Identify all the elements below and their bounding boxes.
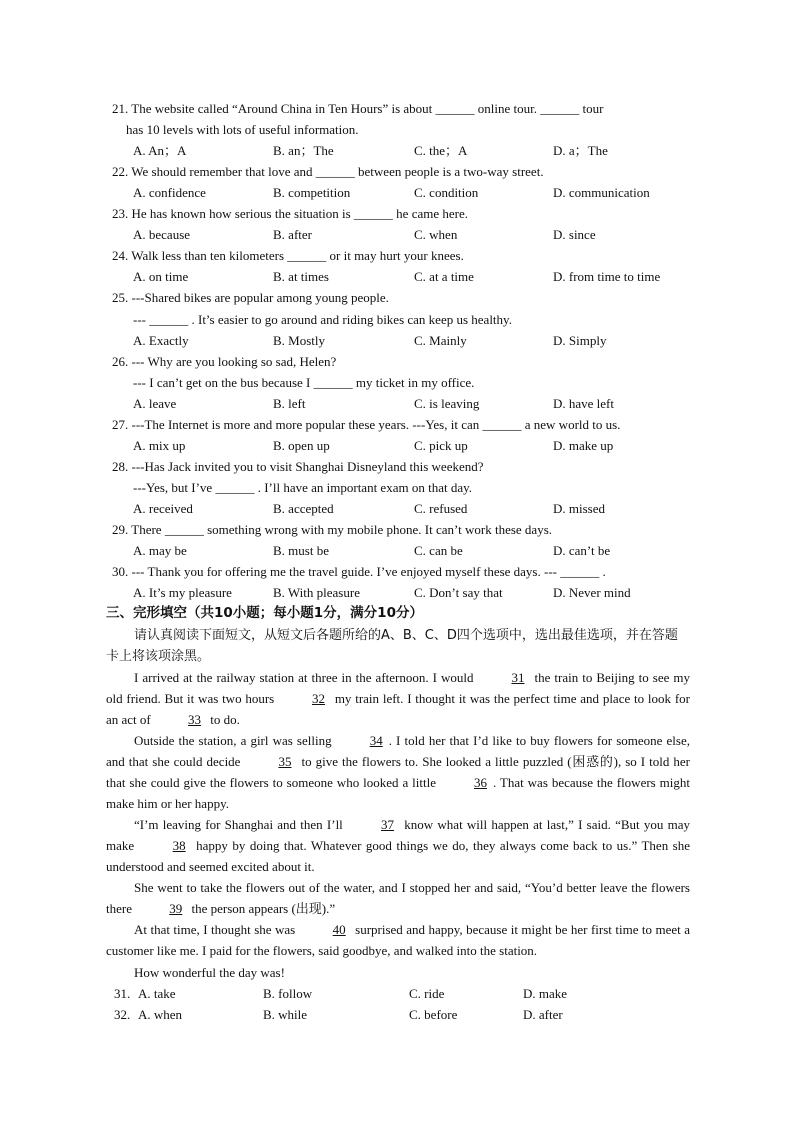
question-text: ---Shared bikes are popular among young people. [131, 290, 389, 305]
question-text: --- Why are you looking so sad, Helen? [131, 354, 337, 369]
question-text: We should remember that love and ______ between people is a two-way street. [131, 164, 544, 179]
blank-33: 33 [188, 712, 202, 727]
option-d: D. have left [553, 396, 615, 411]
question-text: He has known how serious the situation is ______ he came here. [131, 206, 468, 221]
question-text: ---Has Jack invited you to visit Shanghai Disneyland this weekend? [131, 459, 484, 474]
option-d: D. communication [553, 185, 650, 200]
blank-39: 39 [169, 901, 183, 916]
answer-31-options [114, 983, 594, 1004]
question-30-options [133, 582, 693, 603]
question-30 [112, 561, 690, 582]
question-number: 30. [112, 564, 129, 579]
blank-37: 37 [381, 817, 395, 832]
question-26-continuation: --- I can’t get on the bus because I ______ my ticket in my office. [133, 375, 475, 390]
option-a: A. An；A [133, 143, 187, 158]
option-c: C. Don’t say that [414, 585, 503, 600]
option-c: C. pick up [414, 438, 468, 453]
option-c: C. at a time [414, 269, 474, 284]
option-d: D. from time to time [553, 269, 661, 284]
question-29-options [133, 540, 693, 561]
option-d: D. Never mind [553, 585, 631, 600]
option-c: C. Mainly [414, 333, 467, 348]
answer-32-options [114, 1004, 594, 1025]
question-text: --- Thank you for offering me the travel guide. I’ve enjoyed myself these days. --- ______ . [131, 564, 606, 579]
question-27-options [133, 435, 693, 456]
section-title: 三、完形填空（共10小题；每小题1分，满分10分） [106, 605, 423, 621]
question-number: 25. [112, 290, 129, 305]
option-b: B. at times [273, 269, 329, 284]
option-b: B. follow [263, 986, 313, 1001]
question-text: ---The Internet is more and more popular these years. ---Yes, it can ______ a new world to us. [131, 417, 621, 432]
question-number: 31. [114, 986, 131, 1001]
blank-32: 32 [312, 691, 326, 706]
option-c: C. when [414, 227, 458, 242]
option-c: C. refused [414, 501, 468, 516]
option-d: D. make [523, 986, 568, 1001]
question-25 [112, 287, 690, 308]
question-number: 22. [112, 164, 129, 179]
option-b: B. Mostly [273, 333, 326, 348]
question-number: 27. [112, 417, 129, 432]
question-21-options [133, 140, 693, 161]
option-a: A. mix up [133, 438, 186, 453]
blank-38: 38 [172, 838, 186, 853]
option-b: B. must be [273, 543, 329, 558]
question-26-options [133, 393, 693, 414]
passage-paragraph-5: At that time, I thought she was 40 surprised and happy, because it might be her first time to meet a customer like me. I paid for the flowers, said goodbye, and walked into the station. [106, 919, 690, 961]
option-a: A. received [133, 501, 193, 516]
question-number: 23. [112, 206, 129, 221]
question-28-continuation: ---Yes, but I’ve ______ . I’ll have an important exam on that day. [133, 480, 473, 495]
option-b: B. while [263, 1007, 308, 1022]
passage-paragraph-3: “I’m leaving for Shanghai and then I’ll 37 know what will happen at last,” I said. “But you may make 38 happy by doing that. Whatever good things we do, they always come back to us.” Then she understood and seemed excited about it. [106, 814, 690, 877]
question-25-continuation: --- ______ . It’s easier to go around and riding bikes can keep us healthy. [133, 312, 512, 327]
question-25-options [133, 330, 693, 351]
option-a: A. leave [133, 396, 177, 411]
section-instruction: 请认真阅读下面短文，从短文后各题所给的A、B、C、D四个选项中，选出最佳选项，并在答题卡上将该项涂黑。 [106, 628, 678, 664]
option-b: B. accepted [273, 501, 334, 516]
passage-paragraph-1: I arrived at the railway station at three in the afternoon. I would 31 the train to Beijing to see my old friend. But it was two hours 32 my train left. I thought it was the perfect time and place to look for an act of 33 to do. [106, 667, 690, 730]
blank-40: 40 [332, 922, 346, 937]
question-22 [112, 161, 690, 182]
question-21-continuation: has 10 levels with lots of useful information. [126, 122, 359, 137]
question-24 [112, 245, 690, 266]
question-number: 28. [112, 459, 129, 474]
option-c: C. can be [414, 543, 463, 558]
option-a: A. Exactly [133, 333, 189, 348]
option-c: C. the；A [414, 143, 468, 158]
option-b: B. an；The [273, 143, 334, 158]
question-22-options [133, 182, 693, 203]
option-d: D. after [523, 1007, 563, 1022]
question-text: Walk less than ten kilometers ______ or it may hurt your knees. [131, 248, 464, 263]
blank-35: 35 [278, 754, 292, 769]
passage-paragraph-6: How wonderful the day was! [134, 965, 285, 980]
option-a: A. take [138, 986, 176, 1001]
option-d: D. make up [553, 438, 614, 453]
question-28 [112, 456, 690, 477]
option-a: A. when [138, 1007, 183, 1022]
option-c: C. condition [414, 185, 479, 200]
option-a: A. may be [133, 543, 187, 558]
option-c: C. before [409, 1007, 458, 1022]
option-d: D. since [553, 227, 596, 242]
option-b: B. left [273, 396, 306, 411]
question-29 [112, 519, 690, 540]
question-28-options [133, 498, 693, 519]
option-a: A. confidence [133, 185, 206, 200]
question-26 [112, 351, 690, 372]
option-a: A. on time [133, 269, 189, 284]
question-24-options [133, 266, 693, 287]
question-27 [112, 414, 690, 435]
question-number: 21. [112, 101, 129, 116]
passage-paragraph-2: Outside the station, a girl was selling 34 . I told her that I’d like to buy flowers for someone else, and that she could decide 35 to give the flowers to. She looked a little puzzled (困惑的), so I told her that she could give the flowers to someone who looked a little 36 . That was because the flowers might make him or her happy. [106, 730, 690, 814]
option-c: C. is leaving [414, 396, 480, 411]
question-number: 26. [112, 354, 129, 369]
passage-paragraph-4: She went to take the flowers out of the water, and I stopped her and said, “You’d better leave the flowers there 39 the person appears (出现).” [106, 877, 690, 919]
option-c: C. ride [409, 986, 445, 1001]
option-d: D. Simply [553, 333, 607, 348]
option-d: D. can’t be [553, 543, 611, 558]
blank-36: 36 [473, 775, 487, 790]
question-23 [112, 203, 690, 224]
question-text: The website called “Around China in Ten Hours” is about ______ online tour. ______ tour [131, 101, 604, 116]
option-b: B. competition [273, 185, 351, 200]
question-number: 32. [114, 1007, 131, 1022]
question-21 [112, 98, 690, 119]
question-number: 24. [112, 248, 129, 263]
option-a: A. It’s my pleasure [133, 585, 232, 600]
option-a: A. because [133, 227, 191, 242]
question-number: 29. [112, 522, 129, 537]
blank-34: 34 [369, 733, 383, 748]
option-b: B. after [273, 227, 312, 242]
blank-31: 31 [511, 670, 525, 685]
option-d: D. missed [553, 501, 605, 516]
question-text: There ______ something wrong with my mobile phone. It can’t work these days. [131, 522, 553, 537]
option-d: D. a；The [553, 143, 608, 158]
question-23-options [133, 224, 693, 245]
option-b: B. open up [273, 438, 330, 453]
option-b: B. With pleasure [273, 585, 360, 600]
